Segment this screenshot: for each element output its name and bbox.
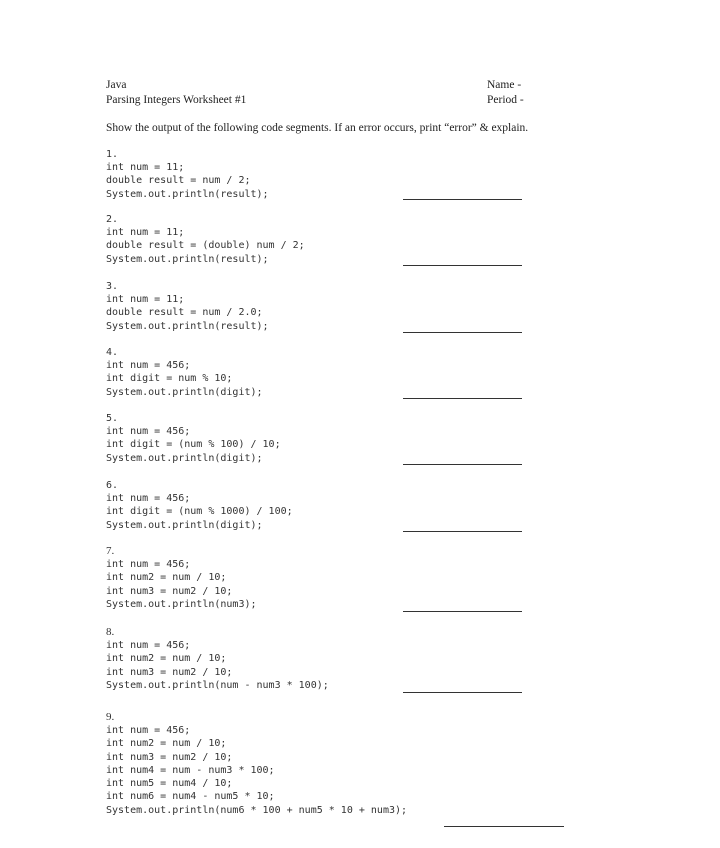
code-line: int num2 = num / 10;	[106, 738, 227, 750]
code-line: int digit = (num % 1000) / 100;	[106, 506, 293, 518]
code-line: int num = 11;	[106, 227, 185, 238]
problem-number: 9.	[106, 711, 115, 723]
code-line: int num3 = num2 / 10;	[106, 585, 233, 597]
code-line: System.out.println(result);	[106, 188, 269, 200]
answer-blank-5[interactable]	[403, 464, 522, 465]
problem-number: 4.	[106, 347, 119, 358]
code-line: int num = 456;	[106, 725, 191, 736]
problem-2	[106, 213, 305, 266]
code-line: double result = (double) num / 2;	[106, 240, 305, 252]
code-line: int digit = (num % 100) / 10;	[106, 439, 281, 451]
code-line: System.out.println(digit);	[106, 452, 263, 464]
code-line: int num2 = num / 10;	[106, 572, 227, 584]
problem-1	[106, 148, 269, 201]
code-line: int num = 11;	[106, 294, 185, 305]
code-line: int num = 456;	[106, 640, 191, 651]
code-line: System.out.println(result);	[106, 253, 269, 265]
code-line: int num6 = num4 - num5 * 10;	[106, 791, 275, 803]
problem-3	[106, 280, 269, 333]
code-line: int num = 456;	[106, 493, 191, 504]
problem-number: 1.	[106, 149, 119, 160]
code-line: int num3 = num2 / 10;	[106, 666, 233, 678]
problem-number: 7.	[106, 545, 115, 557]
answer-blank-7[interactable]	[403, 611, 522, 612]
problem-number: 5.	[106, 413, 119, 424]
problem-6	[106, 479, 293, 532]
problem-8	[106, 626, 329, 692]
code-line: int num = 456;	[106, 426, 191, 437]
code-line: System.out.println(num6 * 100 + num5 * 10 + num3);	[106, 804, 408, 816]
problem-4	[106, 346, 263, 399]
header-right	[487, 78, 524, 108]
header-left	[106, 78, 246, 108]
problem-7	[106, 545, 257, 611]
course-title: Java	[106, 79, 127, 91]
code-line: double result = num / 2.0;	[106, 307, 263, 319]
code-line: System.out.println(digit);	[106, 386, 263, 398]
problem-number: 2.	[106, 214, 119, 225]
problem-number: 8.	[106, 626, 115, 638]
problem-number: 6.	[106, 480, 119, 491]
answer-blank-3[interactable]	[403, 332, 522, 333]
worksheet-title: Parsing Integers Worksheet #1	[106, 94, 247, 106]
code-line: int num5 = num4 / 10;	[106, 778, 233, 790]
answer-blank-4[interactable]	[403, 398, 522, 399]
problem-number: 3.	[106, 281, 119, 292]
problem-9	[106, 711, 407, 817]
answer-blank-8[interactable]	[403, 692, 522, 693]
code-line: int num4 = num - num3 * 100;	[106, 764, 275, 776]
answer-blank-1[interactable]	[403, 199, 522, 200]
instructions: Show the output of the following code segments. If an error occurs, print “error” & explain.	[106, 122, 529, 134]
answer-blank-9[interactable]	[444, 826, 564, 827]
code-line: System.out.println(num3);	[106, 598, 257, 610]
code-line: System.out.println(num - num3 * 100);	[106, 679, 329, 691]
code-line: System.out.println(digit);	[106, 519, 263, 531]
answer-blank-2[interactable]	[403, 265, 522, 266]
problem-5	[106, 412, 281, 465]
code-line: System.out.println(result);	[106, 320, 269, 332]
name-field-label: Name -	[487, 79, 522, 91]
answer-blank-6[interactable]	[403, 531, 522, 532]
code-line: int digit = num % 10;	[106, 373, 233, 385]
code-line: int num = 456;	[106, 559, 191, 570]
code-line: int num = 456;	[106, 360, 191, 371]
code-line: int num3 = num2 / 10;	[106, 751, 233, 763]
code-line: int num = 11;	[106, 162, 185, 173]
period-field-label: Period -	[487, 94, 524, 106]
code-line: int num2 = num / 10;	[106, 653, 227, 665]
code-line: double result = num / 2;	[106, 175, 251, 187]
